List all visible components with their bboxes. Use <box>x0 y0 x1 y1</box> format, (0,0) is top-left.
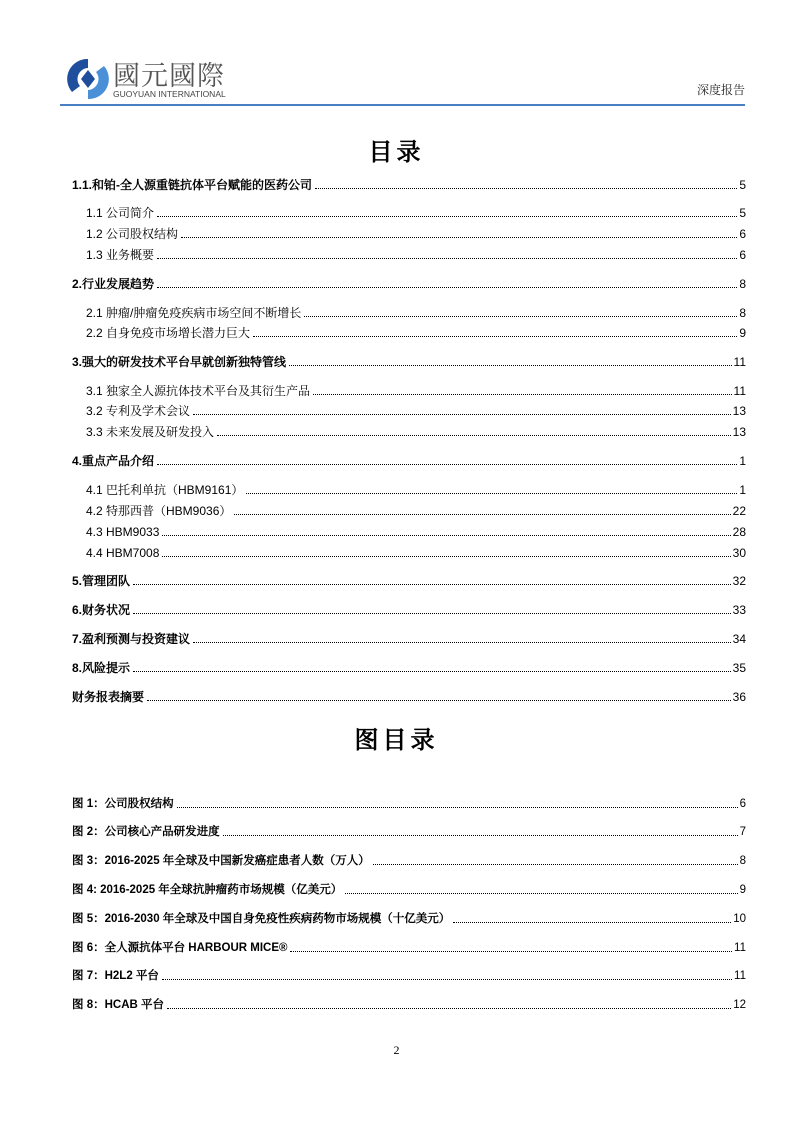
entry-page: 6 <box>739 798 746 810</box>
dot-leader <box>157 287 737 288</box>
entry-label: 图 3：2016-2025 年全球及中国新发癌症患者人数（万人） <box>72 855 370 867</box>
entry-label: 4.1 巴托利单抗（HBM9161） <box>86 483 244 497</box>
dot-leader <box>133 584 731 585</box>
figures-entry[interactable] <box>72 883 746 897</box>
entry-label: 5.管理团队 <box>72 574 131 588</box>
entry-page: 1 <box>739 483 746 497</box>
entry-page: 8 <box>739 277 746 291</box>
toc-entry[interactable] <box>72 632 746 646</box>
entry-page: 28 <box>732 525 746 539</box>
dot-leader <box>162 535 730 536</box>
toc-entry[interactable] <box>86 404 746 418</box>
figures-entry[interactable] <box>72 797 746 811</box>
entry-page: 32 <box>732 574 746 588</box>
entry-page: 1 <box>739 454 746 468</box>
entry-label: 3.强大的研发技术平台早就创新独特管线 <box>72 355 287 369</box>
dot-leader <box>157 258 737 259</box>
dot-leader <box>373 864 738 865</box>
figures-entry[interactable] <box>72 969 746 983</box>
toc-entry[interactable] <box>72 277 746 291</box>
dot-leader <box>253 336 737 337</box>
dot-leader <box>147 700 731 701</box>
dot-leader <box>313 394 732 395</box>
entry-page: 9 <box>739 884 746 896</box>
entry-label: 4.4 HBM7008 <box>86 546 160 560</box>
entry-label: 7.盈利预测与投资建议 <box>72 632 191 646</box>
entry-page: 30 <box>732 546 746 560</box>
dot-leader <box>167 1008 731 1009</box>
toc-entry[interactable] <box>86 546 746 560</box>
figures-entry[interactable] <box>72 998 746 1012</box>
toc-entry[interactable] <box>72 661 746 675</box>
dot-leader <box>162 979 732 980</box>
entry-label: 3.3 未来发展及研发投入 <box>86 425 215 439</box>
figures-entry[interactable] <box>72 912 746 926</box>
entry-label: 3.1 独家全人源抗体技术平台及其衍生产品 <box>86 384 311 398</box>
entry-label: 2.行业发展趋势 <box>72 277 155 291</box>
entry-page: 11 <box>733 384 746 398</box>
entry-label: 1.2 公司股权结构 <box>86 227 179 241</box>
entry-page: 8 <box>739 306 746 320</box>
entry-label: 图 5：2016-2030 年全球及中国自身免疫性疾病药物市场规模（十亿美元） <box>72 913 451 925</box>
entry-page: 6 <box>739 248 746 262</box>
dot-leader <box>193 642 731 643</box>
entry-page: 9 <box>739 326 746 340</box>
toc-entry[interactable] <box>86 525 746 539</box>
figures-entry[interactable] <box>72 825 746 839</box>
dot-leader <box>133 671 731 672</box>
entry-page: 36 <box>732 690 746 704</box>
toc-title: 目录 <box>368 137 425 166</box>
dot-leader <box>246 493 737 494</box>
entry-label: 4.2 特那西普（HBM9036） <box>86 504 232 518</box>
entry-page: 33 <box>732 603 746 617</box>
entry-label: 2.2 自身免疫市场增长潜力巨大 <box>86 326 251 340</box>
toc-entry[interactable] <box>72 603 746 617</box>
toc-entry[interactable] <box>86 425 746 439</box>
entry-page: 6 <box>739 227 746 241</box>
logo-text-en: GUOYUAN INTERNATIONAL <box>113 89 226 99</box>
entry-label: 图 4: 2016-2025 年全球抗肿瘤药市场规模（亿美元） <box>72 884 343 896</box>
entry-page: 10 <box>733 913 746 925</box>
entry-label: 2.1 肿瘤/肿瘤免疫疾病市场空间不断增长 <box>86 306 302 320</box>
toc-entry[interactable] <box>72 178 746 192</box>
entry-page: 7 <box>739 826 746 838</box>
entry-label: 8.风险提示 <box>72 661 131 675</box>
dot-leader <box>234 514 730 515</box>
entry-page: 35 <box>732 661 746 675</box>
dot-leader <box>290 951 732 952</box>
toc-entry[interactable] <box>72 690 746 704</box>
entry-page: 5 <box>739 206 746 220</box>
entry-page: 11 <box>734 970 746 982</box>
entry-label: 图 2：公司核心产品研发进度 <box>72 826 220 838</box>
entry-label: 4.重点产品介绍 <box>72 454 155 468</box>
dot-leader <box>181 237 737 238</box>
entry-page: 12 <box>733 999 746 1011</box>
entry-page: 11 <box>734 942 746 954</box>
entry-page: 34 <box>732 632 746 646</box>
toc-entry[interactable] <box>72 574 746 588</box>
entry-label: 财务报表摘要 <box>72 690 145 704</box>
document-type: 深度报告 <box>696 83 745 97</box>
figures-entry[interactable] <box>72 941 746 955</box>
dot-leader <box>289 365 732 366</box>
entry-label: 1.1 公司简介 <box>86 206 155 220</box>
entry-label: 3.2 专利及学术会议 <box>86 404 191 418</box>
entry-label: 图 6：全人源抗体平台 HARBOUR MICE® <box>72 942 288 954</box>
entry-label: 图 7：H2L2 平台 <box>72 970 159 982</box>
entry-label: 图 8：HCAB 平台 <box>72 999 165 1011</box>
toc-entry[interactable] <box>86 227 746 241</box>
dot-leader <box>315 188 737 189</box>
dot-leader <box>304 316 737 317</box>
toc-entry[interactable] <box>86 326 746 340</box>
toc-entry[interactable] <box>86 248 746 262</box>
entry-page: 8 <box>739 855 746 867</box>
dot-leader <box>162 556 730 557</box>
entry-label: 1.1.和铂-全人源重链抗体平台赋能的医药公司 <box>72 178 313 192</box>
toc-entry[interactable] <box>86 483 746 497</box>
entry-label: 6.财务状况 <box>72 603 131 617</box>
entry-page: 22 <box>732 504 746 518</box>
entry-page: 13 <box>732 404 746 418</box>
page-number: 2 <box>393 1043 400 1057</box>
figure-list-title: 图目录 <box>354 725 439 754</box>
dot-leader <box>223 835 738 836</box>
dot-leader <box>133 613 731 614</box>
entry-label: 1.3 业务概要 <box>86 248 155 262</box>
header-divider <box>60 104 745 106</box>
toc-entry[interactable] <box>72 454 746 468</box>
dot-leader <box>157 216 737 217</box>
entry-page: 13 <box>732 425 746 439</box>
dot-leader <box>453 922 731 923</box>
logo-text-cn: 國元國際 <box>113 61 225 92</box>
toc-entry[interactable] <box>86 504 746 518</box>
entry-page: 11 <box>733 355 746 369</box>
dot-leader <box>345 893 737 894</box>
dot-leader <box>193 414 731 415</box>
company-logo <box>66 56 236 102</box>
toc-entry[interactable] <box>72 355 746 369</box>
entry-page: 5 <box>739 178 746 192</box>
dot-leader <box>217 435 731 436</box>
entry-label: 4.3 HBM9033 <box>86 525 160 539</box>
toc-entry[interactable] <box>86 306 746 320</box>
dot-leader <box>177 807 738 808</box>
entry-label: 图 1：公司股权结构 <box>72 798 174 810</box>
dot-leader <box>157 464 737 465</box>
logo-emblem-icon <box>66 56 110 102</box>
figures-entry[interactable] <box>72 854 746 868</box>
toc-entry[interactable] <box>86 206 746 220</box>
toc-entry[interactable] <box>86 384 746 398</box>
